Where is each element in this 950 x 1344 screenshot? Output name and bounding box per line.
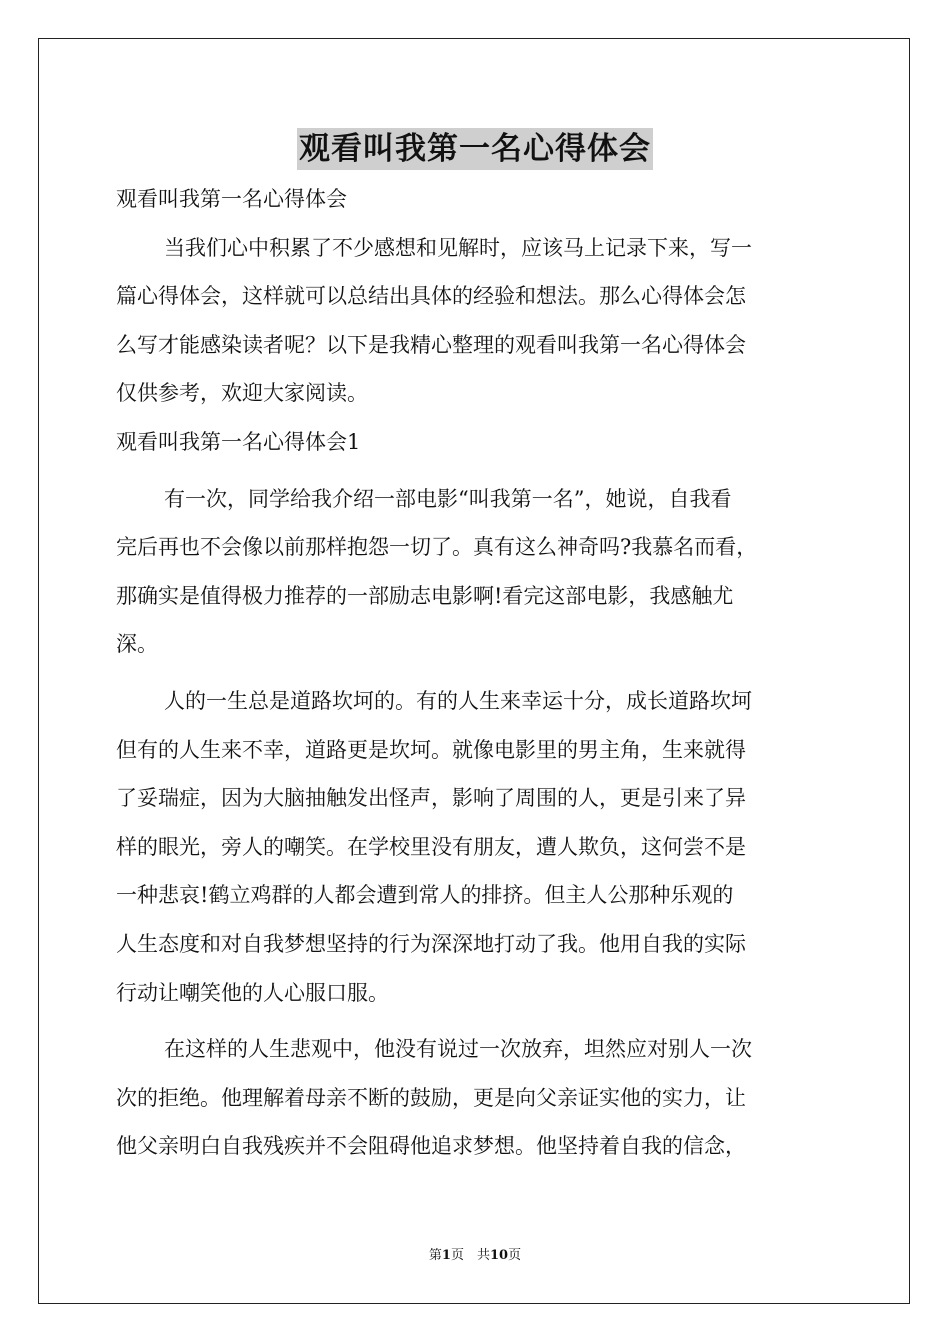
text-line: 人的一生总是道路坎坷的。有的人生来幸运十分，成长道路坎坷 [164,688,752,713]
footer-suffix: 页 [508,1248,522,1263]
page-footer [0,1247,950,1265]
text-line: 么写才能感染读者呢？以下是我精心整理的观看叫我第一名心得体会 [116,332,746,357]
footer-page-number: 1 [441,1248,451,1263]
paragraph-gap [116,669,838,677]
text-line: 观看叫我第一名心得体会1 [116,429,361,454]
text-line: 有一次，同学给我介绍一部电影“叫我第一名”，她说，自我看 [164,486,732,511]
text-line: 在这样的人生悲观中，他没有说过一次放弃，坦然应对别人一次 [164,1037,752,1062]
paragraph-gap [116,467,838,475]
text-line: 了妥瑞症，因为大脑抽触发出怪声，影响了周围的人，更是引来了异 [116,786,746,811]
text-line: 行动让嘲笑他的人心服口服。 [116,980,389,1005]
text-line: 当我们心中积累了不少感想和见解时，应该马上记录下来，写一 [164,235,752,260]
footer-total-pages: 10 [489,1248,509,1263]
text-line: 但有的人生来不幸，道路更是坎坷。就像电影里的男主角，生来就得 [116,737,746,762]
text-line: 人生态度和对自我梦想坚持的行为深深地打动了我。他用自我的实际 [116,931,746,956]
text-line: 一种悲哀!鹤立鸡群的人都会遭到常人的排挤。但主人公那种乐观的 [116,883,734,908]
text-line: 完后再也不会像以前那样抱怨一切了。真有这么神奇吗?我慕名而看， [116,535,758,560]
text-line: 深。 [116,632,158,657]
title-container [0,128,950,170]
footer-middle: 页 共 [450,1248,490,1263]
text-line: 他父亲明白自我残疾并不会阻碍他追求梦想。他坚持着自我的信念， [116,1134,746,1159]
footer-prefix: 第 [428,1248,442,1263]
text-line: 那确实是值得极力推荐的一部励志电影啊!看完这部电影，我感触尤 [116,583,734,608]
document-title: 观看叫我第一名心得体会 [297,128,653,170]
text-line: 样的眼光，旁人的嘲笑。在学校里没有朋友，遭人欺负，这何尝不是 [116,834,746,859]
text-line: 仅供参考，欢迎大家阅读。 [116,381,368,406]
text-line: 观看叫我第一名心得体会 [116,187,347,211]
document-body [116,175,838,1171]
text-line: 篇心得体会，这样就可以总结出具体的经验和想法。那么心得体会怎 [116,284,746,309]
text-line: 次的拒绝。他理解着母亲不断的鼓励，更是向父亲证实他的实力，让 [116,1085,746,1110]
paragraph-gap [116,1017,838,1025]
